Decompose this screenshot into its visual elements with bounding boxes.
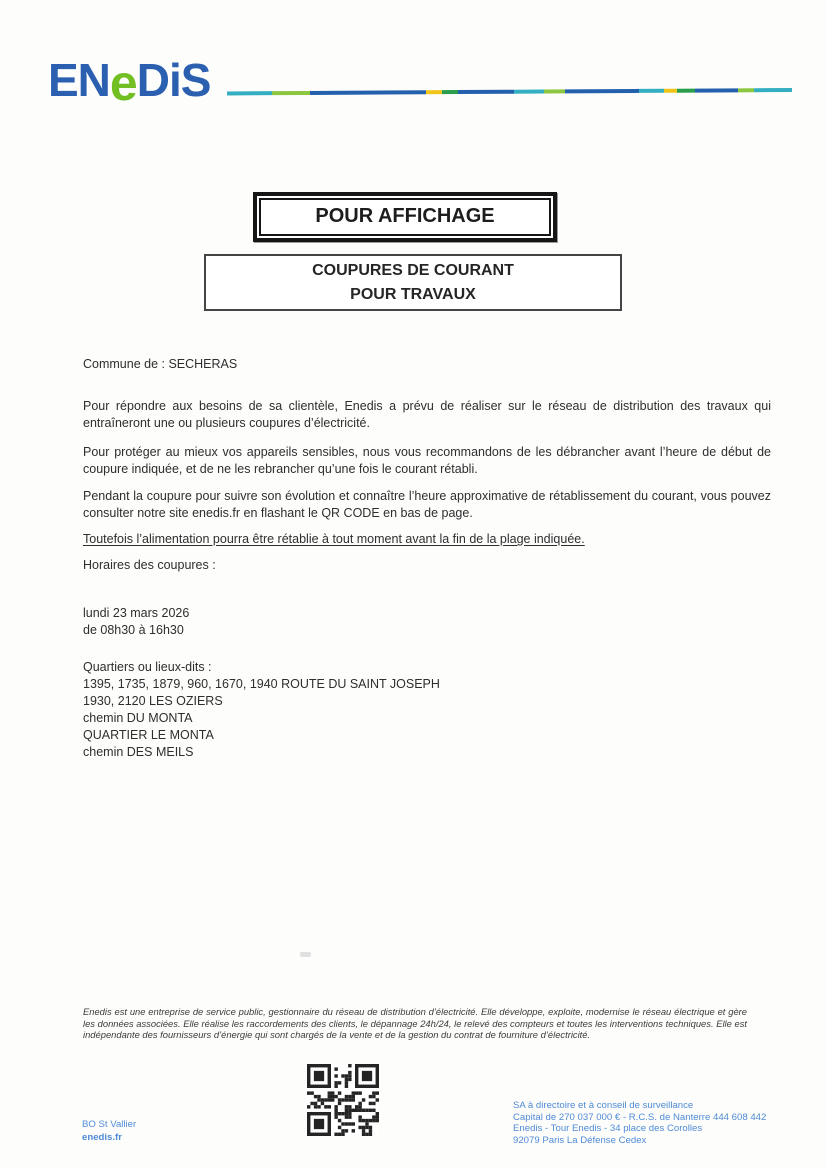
quartier-item: 1930, 2120 LES OZIERS	[83, 694, 223, 708]
line-segment	[227, 91, 272, 95]
line-segment	[458, 90, 514, 94]
paragraph-qrcode-info: Pendant la coupure pour suivre son évolution et connaître l’heure approximative de rétablissement du courant, vous pouvez consulter notre site enedis.fr en flashant le QR CODE en bas de page.	[83, 489, 771, 520]
paragraph-advice: Pour protéger au mieux vos appareils sensibles, nous vous recommandons de les débrancher avant l’heure de début de coupure indiquée, et de ne les rebrancher qu’une fois le courant rétabli.	[83, 445, 771, 476]
quartier-item: 1395, 1735, 1879, 960, 1670, 1940 ROUTE DU SAINT JOSEPH	[83, 677, 440, 691]
logo-text-blue-2: DiS	[136, 54, 211, 106]
footer-left	[82, 1118, 136, 1144]
quartier-item: QUARTIER LE MONTA	[83, 728, 214, 742]
line-segment	[514, 90, 544, 94]
company-info-line: Enedis - Tour Enedis - 34 place des Corolles	[513, 1123, 703, 1135]
line-segment	[426, 90, 442, 94]
coupures-line-2: POUR TRAVAUX	[350, 285, 476, 303]
line-segment	[310, 90, 427, 95]
company-info-line: Capital de 270 037 000 € - R.C.S. de Nanterre 444 608 442	[513, 1111, 767, 1123]
quartier-item: chemin DU MONTA	[83, 711, 193, 725]
outage-date: lundi 23 mars 2026	[83, 606, 190, 620]
paragraph-restoration-notice: Toutefois l’alimentation pourra être rétablie à tout moment avant la fin de la plage indiquée.	[83, 532, 585, 546]
brand-separator-line	[227, 88, 792, 95]
line-segment	[442, 90, 458, 94]
coupures-banner	[204, 254, 622, 311]
quartiers-list	[83, 659, 771, 761]
line-segment	[565, 89, 639, 93]
line-segment	[544, 89, 566, 93]
office-name: BO St Vallier	[82, 1119, 137, 1130]
horaires-label: Horaires des coupures :	[83, 558, 216, 572]
website-link[interactable]: enedis.fr	[82, 1132, 122, 1143]
line-segment	[664, 89, 677, 93]
company-info-line: 92079 Paris La Défense Cedex	[513, 1134, 647, 1146]
pour-affichage-banner	[253, 192, 557, 242]
scan-artifact	[300, 952, 311, 957]
letter-body	[83, 356, 771, 761]
quartier-item: chemin DES MEILS	[83, 745, 194, 759]
line-segment	[639, 89, 664, 93]
line-segment	[677, 89, 695, 93]
paragraph-intro: Pour répondre aux besoins de sa clientèle, Enedis a prévu de réaliser sur le réseau de distribution des travaux qui entraîneront une ou plusieurs coupures d’électricité.	[83, 399, 771, 430]
company-info-line: SA à directoire et à conseil de surveillance	[513, 1100, 694, 1111]
logo-text-green-e: e	[109, 55, 137, 111]
commune-line: Commune de : SECHERAS	[83, 357, 238, 371]
legal-notice: Enedis est une entreprise de service public, gestionnaire du réseau de distribution d’électricité. Elle développe, exploite, modernise le réseau électrique et gère les données associées. Elle réalise les raccordements des clients, le dépannage 24h/24, le relevé des compteurs et toutes les interventions techniques. Elle est indépendante des fournisseurs d’énergie qui sont chargés de la vente et de la gestion du contrat de fourniture d’électricité.	[83, 1006, 747, 1041]
outage-schedule	[83, 605, 771, 639]
line-segment	[738, 88, 754, 92]
footer-company-info	[513, 1100, 766, 1146]
line-segment	[695, 88, 738, 92]
coupures-line-1: COUPURES DE COURANT	[312, 262, 514, 280]
quartiers-label: Quartiers ou lieux-dits :	[83, 660, 212, 674]
enedis-logo	[48, 54, 211, 111]
outage-time: de 08h30 à 16h30	[83, 623, 184, 637]
line-segment	[754, 88, 792, 92]
line-segment	[272, 91, 310, 95]
logo-text-blue-1: EN	[48, 54, 110, 106]
qr-code	[307, 1064, 379, 1136]
pour-affichage-label: POUR AFFICHAGE	[259, 198, 551, 236]
